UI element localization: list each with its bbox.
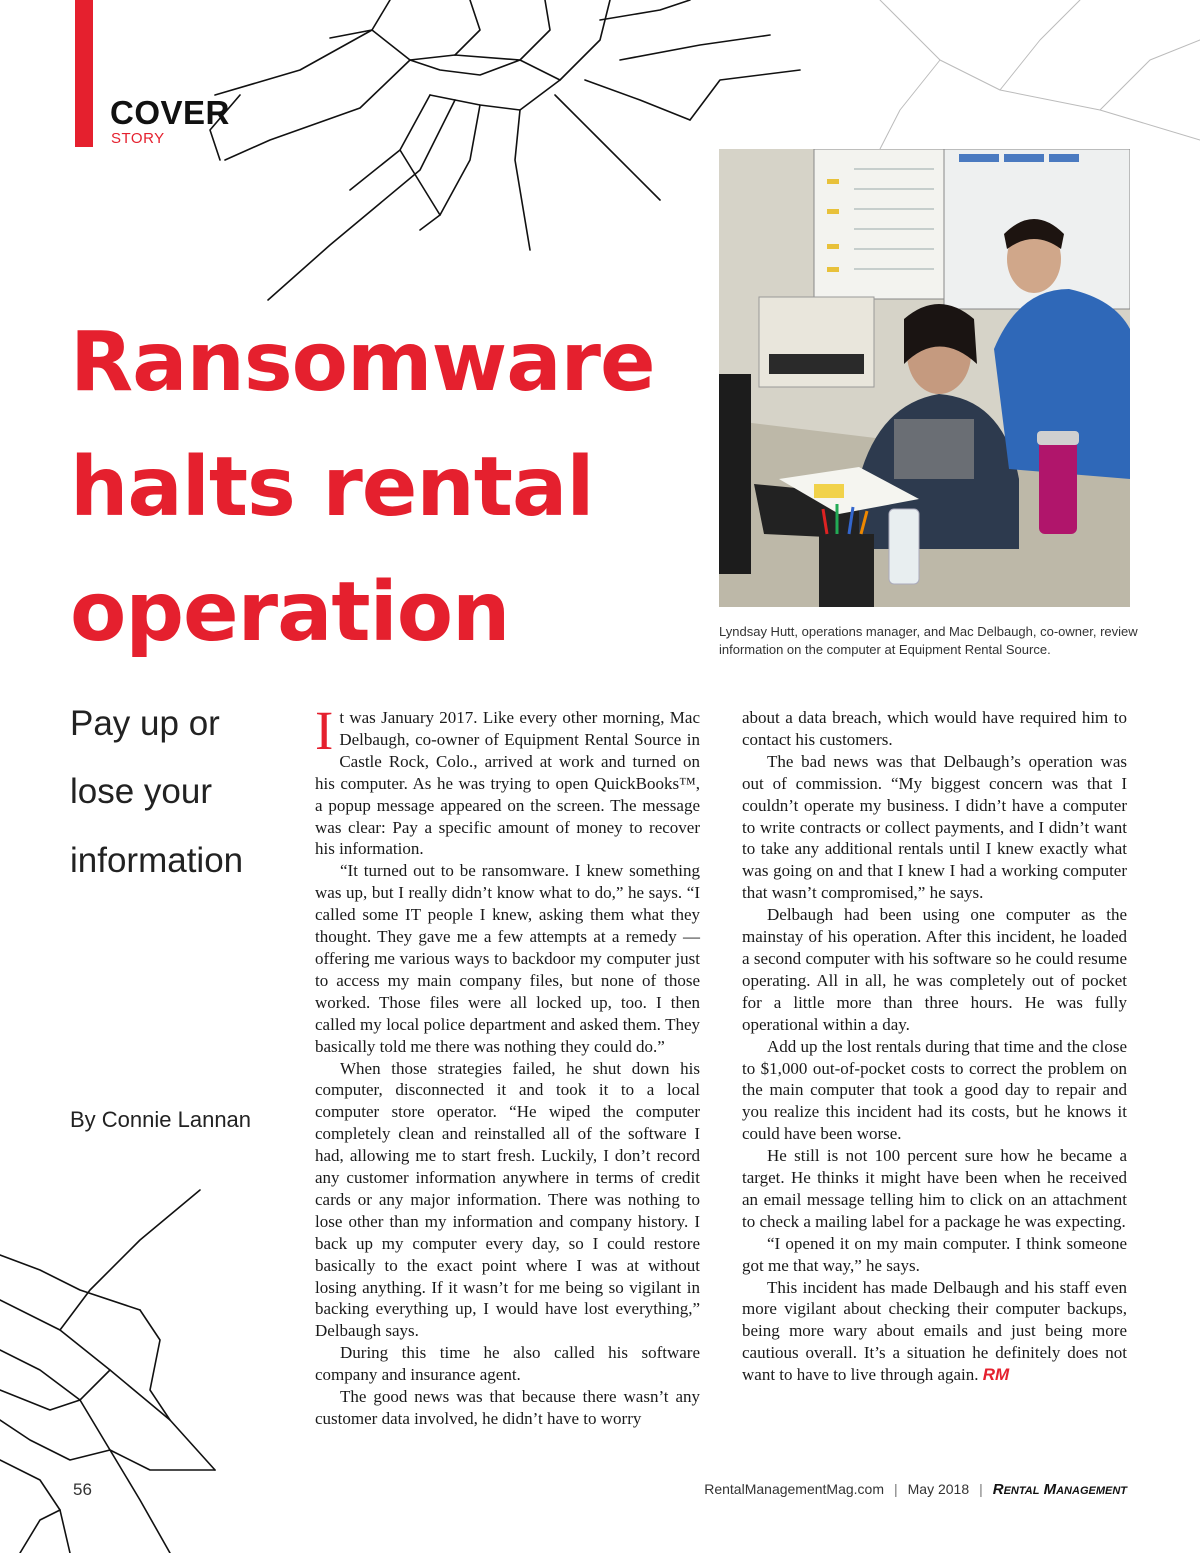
end-mark: RM xyxy=(982,1365,1010,1385)
article-paragraph: It was January 2017. Like every other morning, Mac Delbaugh, co-owner of Equipment Rental Source in Castle Rock, Colo., arrived at work and turned on his computer. As he was trying to open QuickBooks™, a popup message appeared on the screen. The message was clear: Pay a specific amount of money to recover his information. xyxy=(315,700,700,859)
section-subtitle: STORY xyxy=(111,130,165,147)
headline-line-3: operation xyxy=(70,565,510,660)
article-paragraph: The good news was that because there wasn’t any customer data involved, he didn’t have to worry xyxy=(315,1387,700,1428)
article-column-1 xyxy=(315,700,700,1430)
article-paragraph: “I opened it on my main computer. I think someone got me that way,” he says. xyxy=(742,1233,1127,1275)
footer-magazine-name: Rental Management xyxy=(992,1481,1127,1498)
section-title: COVER xyxy=(110,94,230,131)
page-footer xyxy=(704,1481,1127,1498)
photo-caption: Lyndsay Hutt, operations manager, and Mac Delbaugh, co-owner, review information on the computer at Equipment Rental Source. xyxy=(719,624,1138,657)
footer-issue: May 2018 xyxy=(907,1481,970,1497)
article-paragraph: During this time he also called his software company and insurance agent. xyxy=(315,1343,700,1385)
section-marker-bar xyxy=(75,0,93,147)
footer-separator: | xyxy=(894,1481,898,1497)
footer-separator: | xyxy=(979,1481,983,1497)
article-paragraph: Add up the lost rentals during that time and the close to $1,000 out-of-pocket costs to correct the problem on the main computer that took a good day to repair and you realize this incident had its costs, but he knows it could have been worse. xyxy=(742,1036,1127,1144)
deck-line-2: lose your xyxy=(70,772,213,811)
article-paragraph: “It turned out to be ransomware. I knew something was up, but I really didn’t know what to do,” he says. “I called some IT people I knew, asking them what they thought. They gave me a few attempts at a remedy — offering me various ways to backdoor my computer just to access my main company files, but none of those worked. Those files were all locked up, too. I then called my local police department and asked them. They basically told me there was nothing they could do.” xyxy=(315,861,700,1056)
headline-line-1: Ransomware xyxy=(70,315,655,410)
article-paragraph: Delbaugh had been using one computer as the mainstay of his operation. After this incident, he loaded a second computer with his software so he could resume operating. All in all, he was completely out of pocket for a little more than three hours. He was fully operational within a day. xyxy=(742,905,1127,1034)
article-paragraph: He still is not 100 percent sure how he became a target. He thinks it might have been when he received an email message telling him to click on an attachment to check a mailing label for a package he was expecting. xyxy=(742,1146,1127,1231)
footer-website: RentalManagementMag.com xyxy=(704,1481,884,1497)
article-paragraph: The bad news was that Delbaugh’s operation was out of commission. “My biggest concern was that I couldn’t operate my business. I didn’t have a computer to write contracts or collect payments, and I didn’t want to take any additional rentals until I knew exactly what was going on and that I knew I had a working computer that wasn’t compromised,” he says. xyxy=(742,751,1127,903)
deck-line-1: Pay up or xyxy=(70,704,220,743)
article-paragraph: When those strategies failed, he shut down his computer, disconnected it and took it to a local computer store operator. “He wiped the computer completely clean and reinstalled all of the software I had, allowing me to start fresh. Luckily, I don’t record any customer information anywhere in terms of credit cards or any major information. There was nothing to lose other than my information and company history. I back up my computer every day, so I could restore basically to the exact point where I was at without losing anything. If it wasn’t for me being so vigilant in backing everything up, I would have lost everything,” Delbaugh says. xyxy=(315,1058,700,1341)
byline: By Connie Lannan xyxy=(70,1107,252,1132)
office-photo xyxy=(719,149,1130,607)
headline-line-2: halts rental xyxy=(70,440,594,535)
article-paragraph: about a data breach, which would have required him to contact his customers. xyxy=(742,708,1127,749)
deck-line-3: information xyxy=(70,841,244,880)
page-number: 56 xyxy=(73,1480,92,1499)
article-column-2 xyxy=(742,707,1127,1386)
article-paragraph: This incident has made Delbaugh and his staff even more vigilant about checking their computer backups, being more wary about emails and just being more cautious overall. It’s a situation he definitely does not want to have to live through again. RM xyxy=(742,1277,1127,1385)
drop-cap: I xyxy=(315,700,334,761)
